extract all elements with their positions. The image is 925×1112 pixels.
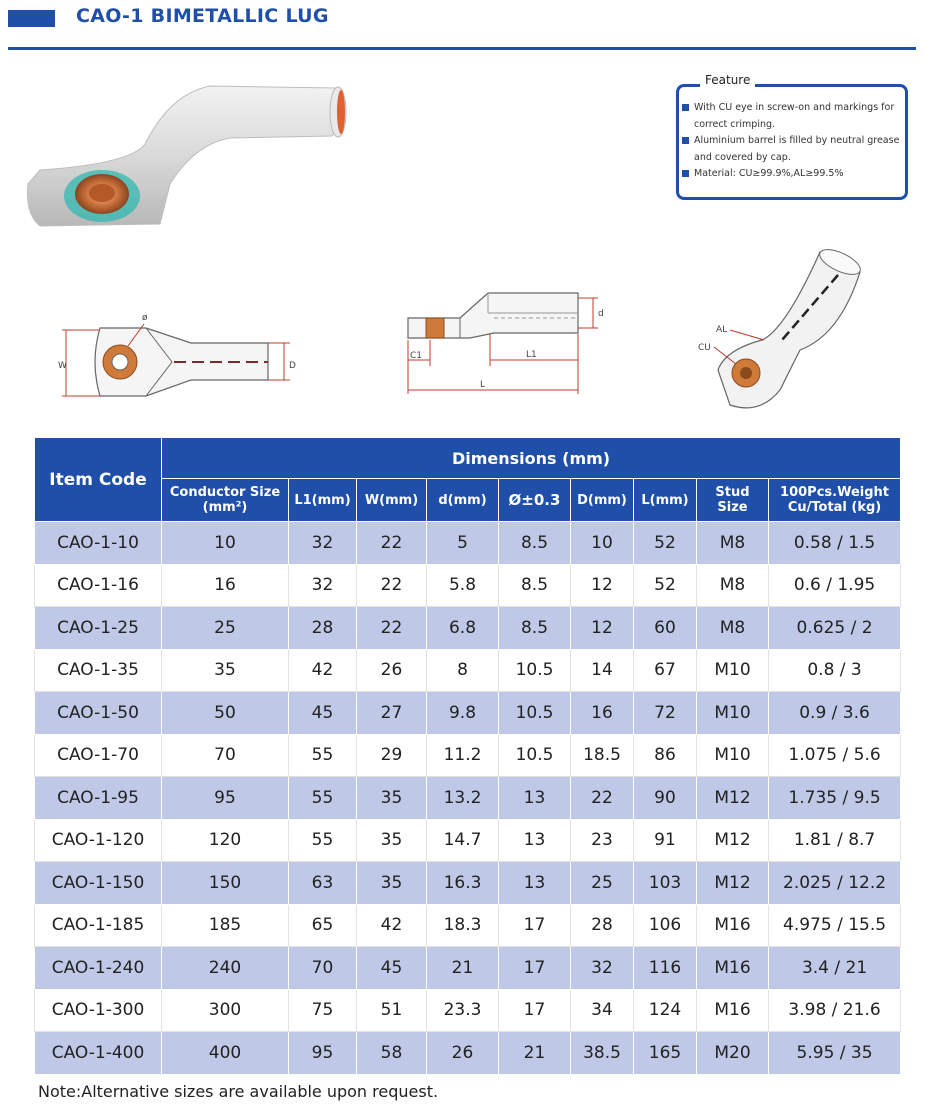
table-cell: 124: [634, 989, 697, 1032]
footnote: Note:Alternative sizes are available upon request.: [38, 1082, 439, 1101]
table-cell: M10: [697, 649, 769, 692]
table-cell: 52: [634, 564, 697, 607]
col-header-phi: Ø±0.3: [499, 479, 571, 522]
table-cell: 95: [162, 777, 289, 820]
table-cell: M10: [697, 734, 769, 777]
table-cell: 1.735 / 9.5: [769, 777, 901, 820]
table-cell: 17: [499, 989, 571, 1032]
table-row: [35, 819, 901, 862]
col-header-conductor-size: Conductor Size (mm²): [162, 479, 289, 522]
dim-w-label: W: [58, 361, 67, 371]
item-code-cell: CAO-1-35: [35, 649, 162, 692]
table-cell: 0.58 / 1.5: [769, 522, 901, 565]
table-cell: 5.95 / 35: [769, 1032, 901, 1075]
table-cell: 60: [634, 607, 697, 650]
item-code-cell: CAO-1-240: [35, 947, 162, 990]
table-row: [35, 1032, 901, 1075]
table-cell: 116: [634, 947, 697, 990]
table-row: [35, 607, 901, 650]
table-cell: 240: [162, 947, 289, 990]
lug-top-view-drawing: [56, 308, 306, 403]
table-cell: 35: [162, 649, 289, 692]
table-cell: 22: [357, 607, 427, 650]
table-cell: 55: [289, 734, 357, 777]
table-cell: 22: [357, 522, 427, 565]
table-cell: 70: [162, 734, 289, 777]
table-cell: 32: [289, 522, 357, 565]
table-cell: 0.6 / 1.95: [769, 564, 901, 607]
table-cell: 91: [634, 819, 697, 862]
al-label: AL: [716, 325, 728, 335]
item-code-cell: CAO-1-50: [35, 692, 162, 735]
col-header-d-small: d(mm): [427, 479, 499, 522]
table-row: [35, 862, 901, 905]
dim-phi-label: ø: [142, 313, 148, 323]
table-cell: 120: [162, 819, 289, 862]
table-row: [35, 777, 901, 820]
table-cell: 9.8: [427, 692, 499, 735]
bullet-square-icon: [682, 104, 689, 111]
table-cell: 55: [289, 777, 357, 820]
table-cell: M10: [697, 692, 769, 735]
dim-d-small-label: d: [598, 309, 604, 319]
dim-c1-label: C1: [410, 351, 423, 361]
table-row: [35, 692, 901, 735]
table-cell: 70: [289, 947, 357, 990]
table-cell: 17: [499, 947, 571, 990]
table-cell: 185: [162, 904, 289, 947]
table-cell: 2.025 / 12.2: [769, 862, 901, 905]
table-cell: 35: [357, 862, 427, 905]
item-code-cell: CAO-1-120: [35, 819, 162, 862]
item-code-cell: CAO-1-400: [35, 1032, 162, 1075]
table-cell: 25: [571, 862, 634, 905]
table-cell: M12: [697, 777, 769, 820]
item-code-cell: CAO-1-25: [35, 607, 162, 650]
table-cell: 5: [427, 522, 499, 565]
table-cell: 32: [289, 564, 357, 607]
cu-label: CU: [698, 343, 711, 353]
item-code-header: Item Code: [35, 438, 162, 522]
dim-d-label: D: [289, 361, 296, 371]
feature-title: Feature: [700, 73, 755, 87]
table-cell: 63: [289, 862, 357, 905]
header-accent-bar: [8, 10, 55, 27]
table-cell: 42: [357, 904, 427, 947]
spec-table-body: [35, 522, 901, 1075]
table-cell: 150: [162, 862, 289, 905]
col-header-weight: 100Pcs.Weight Cu/Total (kg): [769, 479, 901, 522]
col-header-l: L(mm): [634, 479, 697, 522]
table-cell: 45: [289, 692, 357, 735]
table-cell: 12: [571, 607, 634, 650]
table-cell: 6.8: [427, 607, 499, 650]
table-row: [35, 564, 901, 607]
table-cell: 1.075 / 5.6: [769, 734, 901, 777]
table-cell: 86: [634, 734, 697, 777]
item-code-cell: CAO-1-16: [35, 564, 162, 607]
table-cell: 75: [289, 989, 357, 1032]
table-cell: 16: [162, 564, 289, 607]
dimensions-header: Dimensions (mm): [162, 438, 901, 479]
table-cell: M20: [697, 1032, 769, 1075]
table-cell: 50: [162, 692, 289, 735]
table-cell: 16: [571, 692, 634, 735]
table-cell: 26: [357, 649, 427, 692]
table-cell: 26: [427, 1032, 499, 1075]
item-code-cell: CAO-1-10: [35, 522, 162, 565]
table-cell: 67: [634, 649, 697, 692]
table-cell: 103: [634, 862, 697, 905]
table-cell: 8.5: [499, 564, 571, 607]
table-row: [35, 522, 901, 565]
table-cell: 65: [289, 904, 357, 947]
table-cell: 16.3: [427, 862, 499, 905]
table-cell: 14.7: [427, 819, 499, 862]
lug-side-view-drawing: [398, 288, 613, 403]
table-cell: M8: [697, 522, 769, 565]
table-cell: 21: [427, 947, 499, 990]
table-cell: 3.4 / 21: [769, 947, 901, 990]
table-cell: 1.81 / 8.7: [769, 819, 901, 862]
table-cell: 55: [289, 819, 357, 862]
table-cell: M12: [697, 862, 769, 905]
item-code-cell: CAO-1-300: [35, 989, 162, 1032]
table-cell: 22: [571, 777, 634, 820]
table-cell: M16: [697, 904, 769, 947]
lug-product-photo: [20, 74, 360, 249]
page-title: CAO-1 BIMETALLIC LUG: [76, 5, 329, 27]
table-cell: 13.2: [427, 777, 499, 820]
table-cell: 95: [289, 1032, 357, 1075]
table-row: [35, 649, 901, 692]
table-cell: 13: [499, 777, 571, 820]
table-row: [35, 904, 901, 947]
table-cell: 45: [357, 947, 427, 990]
table-cell: 28: [289, 607, 357, 650]
table-cell: 12: [571, 564, 634, 607]
lug-iso-drawing: [690, 240, 875, 420]
table-cell: 27: [357, 692, 427, 735]
table-cell: 0.8 / 3: [769, 649, 901, 692]
table-cell: 8: [427, 649, 499, 692]
table-cell: M12: [697, 819, 769, 862]
col-header-d-large: D(mm): [571, 479, 634, 522]
table-cell: M16: [697, 989, 769, 1032]
table-cell: 106: [634, 904, 697, 947]
table-cell: 58: [357, 1032, 427, 1075]
table-cell: 8.5: [499, 607, 571, 650]
table-cell: 29: [357, 734, 427, 777]
table-cell: 10.5: [499, 649, 571, 692]
table-cell: 25: [162, 607, 289, 650]
table-cell: 11.2: [427, 734, 499, 777]
table-row: [35, 734, 901, 777]
table-cell: 10: [162, 522, 289, 565]
table-cell: M16: [697, 947, 769, 990]
table-cell: 165: [634, 1032, 697, 1075]
table-cell: 28: [571, 904, 634, 947]
table-cell: 5.8: [427, 564, 499, 607]
table-cell: 400: [162, 1032, 289, 1075]
table-cell: 300: [162, 989, 289, 1032]
bullet-square-icon: [682, 170, 689, 177]
col-header-l1: L1(mm): [289, 479, 357, 522]
table-cell: 38.5: [571, 1032, 634, 1075]
table-cell: 22: [357, 564, 427, 607]
spec-table: [34, 437, 901, 1075]
table-cell: 35: [357, 819, 427, 862]
item-code-cell: CAO-1-185: [35, 904, 162, 947]
table-cell: 52: [634, 522, 697, 565]
table-cell: 10: [571, 522, 634, 565]
col-header-w: W(mm): [357, 479, 427, 522]
table-cell: 0.625 / 2: [769, 607, 901, 650]
table-cell: 23: [571, 819, 634, 862]
table-cell: 90: [634, 777, 697, 820]
table-cell: 10.5: [499, 734, 571, 777]
table-cell: 34: [571, 989, 634, 1032]
table-cell: 13: [499, 819, 571, 862]
table-cell: 35: [357, 777, 427, 820]
col-header-stud-size: Stud Size: [697, 479, 769, 522]
table-cell: M8: [697, 564, 769, 607]
feature-list: [682, 100, 904, 183]
table-cell: 18.5: [571, 734, 634, 777]
table-cell: 18.3: [427, 904, 499, 947]
table-cell: 13: [499, 862, 571, 905]
feature-item: With CU eye in screw-on and markings for correct crimping.: [682, 100, 904, 133]
table-cell: 23.3: [427, 989, 499, 1032]
item-code-cell: CAO-1-70: [35, 734, 162, 777]
table-cell: 4.975 / 15.5: [769, 904, 901, 947]
table-row: [35, 989, 901, 1032]
table-cell: 17: [499, 904, 571, 947]
feature-item: Aluminium barrel is filled by neutral grease and covered by cap.: [682, 133, 904, 166]
dim-l1-label: L1: [526, 350, 537, 360]
table-cell: 14: [571, 649, 634, 692]
bullet-square-icon: [682, 137, 689, 144]
table-row: [35, 947, 901, 990]
item-code-cell: CAO-1-150: [35, 862, 162, 905]
table-cell: M8: [697, 607, 769, 650]
table-cell: 21: [499, 1032, 571, 1075]
table-cell: 10.5: [499, 692, 571, 735]
table-cell: 8.5: [499, 522, 571, 565]
dim-l-label: L: [480, 380, 486, 390]
table-cell: 0.9 / 3.6: [769, 692, 901, 735]
table-cell: 42: [289, 649, 357, 692]
feature-item: Material: CU≥99.9%,AL≥99.5%: [682, 166, 904, 183]
table-cell: 3.98 / 21.6: [769, 989, 901, 1032]
table-cell: 51: [357, 989, 427, 1032]
table-cell: 32: [571, 947, 634, 990]
item-code-cell: CAO-1-95: [35, 777, 162, 820]
header-divider: [8, 47, 916, 50]
table-cell: 72: [634, 692, 697, 735]
